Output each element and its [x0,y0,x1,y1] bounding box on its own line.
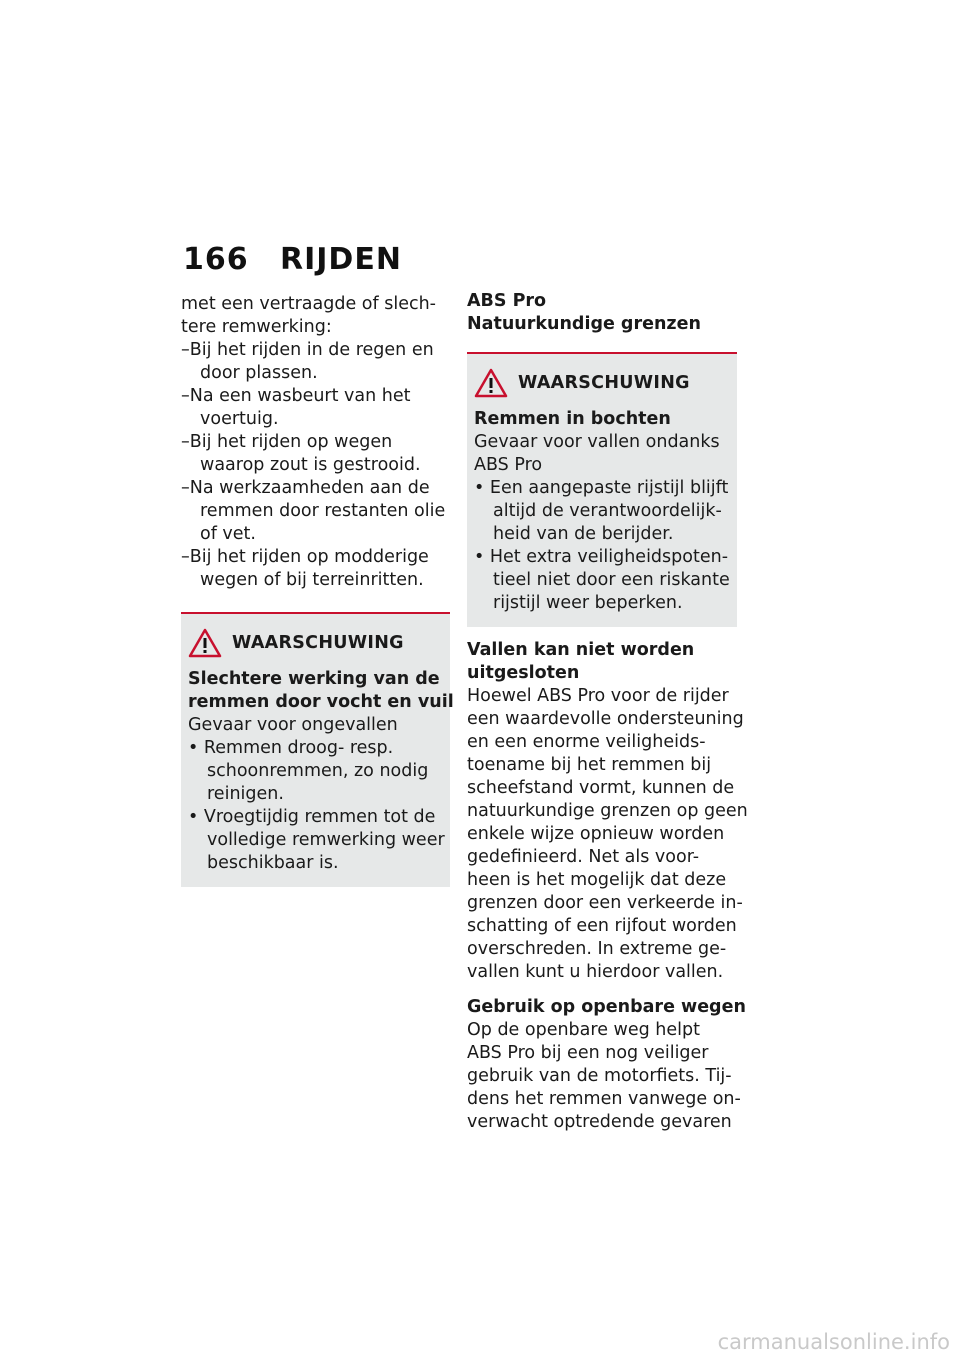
body-line: grenzen door een verkeerde in- [467,893,743,913]
bullet-line: altijd de verantwoordelijk- [493,501,722,521]
body-line: scheefstand vormt, kunnen de [467,778,735,798]
body-line: natuurkundige grenzen op geen [467,801,748,821]
intro-line: met een vertraagde of slech- [181,294,436,314]
list-item-line: voertuig. [200,409,279,429]
condition-list [181,339,450,592]
bullet-line: volledige remwerking weer [207,830,445,850]
bullet-line: • Remmen droog- resp. [188,738,394,758]
intro-line: tere remwerking: [181,317,332,337]
list-item [181,477,450,546]
section-public-roads [467,996,746,1134]
list-item-line: –Na werkzaamheden aan de [181,478,430,498]
bullet-line: • Het extra veiligheidspoten- [474,547,729,567]
warning-hazard: Gevaar voor ongevallen [188,715,398,735]
body-line: schatting of een rijfout worden [467,916,737,936]
body-line: verwacht optredende gevaren [467,1112,732,1132]
section-heading: Gebruik op openbare wegen [467,997,746,1017]
body-line: enkele wijze opnieuw worden [467,824,725,844]
watermark: carmanualsonline.info [717,1330,950,1354]
body-line: ABS Pro bij een nog veiliger [467,1043,709,1063]
left-column [181,293,454,887]
bullet-line: beschikbaar is. [207,853,339,873]
warning-header [188,628,443,658]
warning-box [181,612,454,887]
warning-heading: Slechtere werking van de [188,669,440,689]
list-item [181,339,450,385]
body-line: gebruik van de motorfiets. Tij- [467,1066,732,1086]
body-line: gedefinieerd. Net als voor- [467,847,700,867]
list-item [181,431,450,477]
section-title: RIJDEN [280,242,402,277]
warning-heading: Remmen in bochten [474,409,671,429]
body-line: toename bij het remmen bij [467,755,712,775]
bullet-line: heid van de berijder. [493,524,674,544]
body-line: Hoewel ABS Pro voor de rijder [467,686,729,706]
list-item-line: door plassen. [200,363,318,383]
section-heading: ABS Pro [467,291,547,311]
warning-title: WAARSCHUWING [232,632,404,653]
body-line: en een enorme veiligheids- [467,732,706,752]
list-item-line: –Bij het rijden op modderige [181,547,429,567]
bullet-line: reinigen. [207,784,284,804]
body-line: heen is het mogelijk dat deze [467,870,727,890]
right-column [467,290,748,1134]
warning-header [474,368,730,398]
list-item [474,546,730,615]
warning-hazard: Gevaar voor vallen ondanks [474,432,720,452]
page-number: 166 [183,242,249,277]
list-item-line: –Bij het rijden op wegen [181,432,393,452]
body-line: Op de openbare weg helpt [467,1020,700,1040]
section-heading: uitgesloten [467,663,580,683]
warning-box [467,352,737,627]
bullet-line: tieel niet door een riskante [493,570,730,590]
list-item [188,737,443,806]
bullet-line: • Vroegtijdig remmen tot de [188,807,436,827]
section-heading: Vallen kan niet worden [467,640,695,660]
warning-title: WAARSCHUWING [518,372,690,393]
page-header [183,242,402,277]
section-falling [467,639,748,984]
bullet-line: • Een aangepaste rijstijl blijft [474,478,729,498]
list-item [181,546,450,592]
bullet-line: rijstijl weer beperken. [493,593,683,613]
list-item [474,477,730,546]
body-line: een waardevolle ondersteuning [467,709,744,729]
body-line: dens het remmen vanwege on- [467,1089,741,1109]
list-item-line: remmen door restanten olie [200,501,446,521]
body-line: overschreden. In extreme ge- [467,939,727,959]
bullet-line: schoonremmen, zo nodig [207,761,429,781]
warning-triangle-icon [188,628,222,658]
list-item-line: of vet. [200,524,256,544]
list-item-line: wegen of bij terreinritten. [200,570,424,590]
body-line: vallen kunt u hierdoor vallen. [467,962,724,982]
list-item [188,806,443,875]
subsection-heading: Natuurkundige grenzen [467,314,701,334]
list-item-line: –Bij het rijden in de regen en [181,340,434,360]
warning-triangle-icon [474,368,508,398]
list-item [181,385,450,431]
list-item-line: –Na een wasbeurt van het [181,386,411,406]
warning-heading: remmen door vocht en vuil [188,692,454,712]
warning-hazard: ABS Pro [474,455,543,475]
list-item-line: waarop zout is gestrooid. [200,455,421,475]
